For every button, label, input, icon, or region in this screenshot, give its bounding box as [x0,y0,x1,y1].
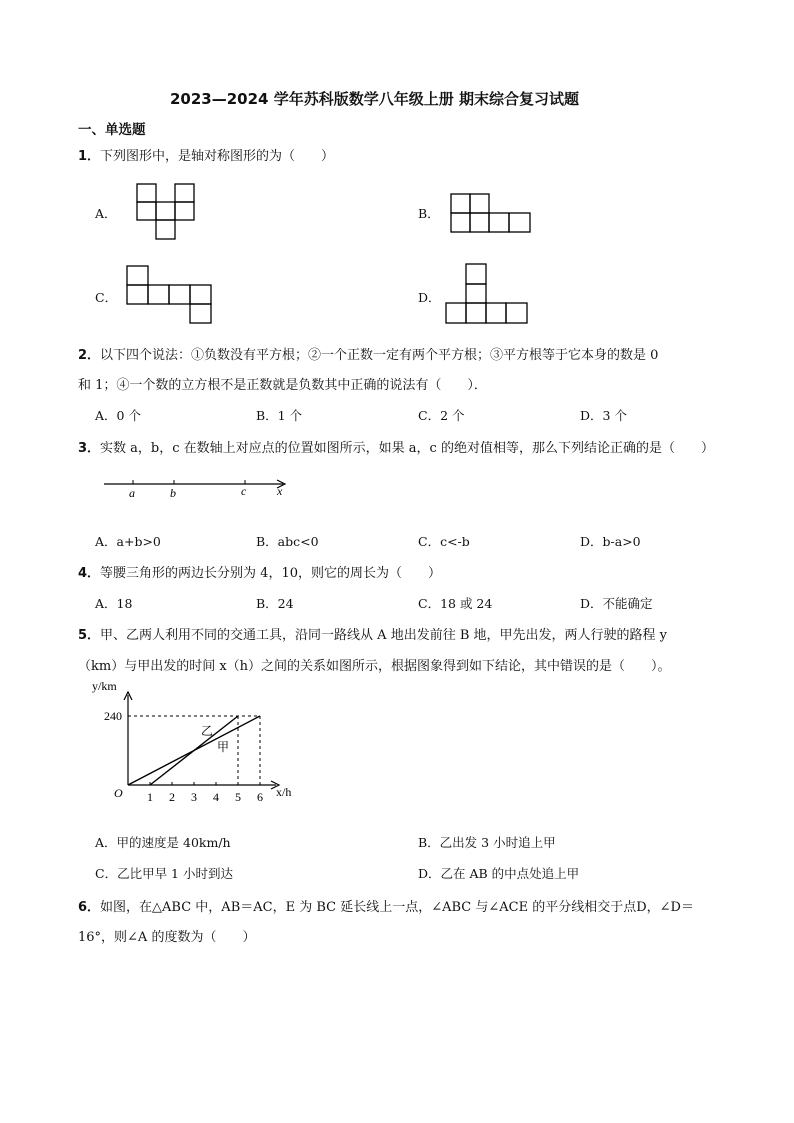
q4-option-a: A．18 [95,596,133,611]
question-text: 实数 a，b，c 在数轴上对应点的位置如图所示，如果 a，c 的绝对值相等，那么下列结论正确的是（ ） [100,441,714,456]
question-text-line1: 如图，在△ABC 中，AB＝AC，E 为 BC 延长线上一点，∠ABC 与∠ACE 的平分线相交于点D，∠D＝ [100,900,694,915]
question-6-line2: 16°，则∠A 的度数为（ ） [78,930,256,945]
graph-y-tick-240: 240 [104,709,122,723]
q1-option-d-label: D． [418,290,441,305]
graph-label-jia: 甲 [217,740,230,754]
question-number: 3． [78,441,101,456]
q4-option-c: C．18 或 24 [418,596,493,611]
graph-origin: O [114,786,123,800]
graph-x-tick-label: 6 [257,790,263,804]
page-title: 2023—2024 学年苏科版数学八年级上册 期末综合复习试题 [170,90,579,108]
graph-label-yi: 乙 [201,724,214,738]
q3-option-b: B．abc<0 [256,534,319,549]
q3-option-c: C．c<-b [418,534,470,549]
q2-option-c: C．2 个 [418,408,465,423]
question-text: 等腰三角形的两边长分别为 4，10，则它的周长为（ ） [100,566,441,581]
question-text-line1: 以下四个说法：①负数没有平方根；②一个正数一定有两个平方根；③平方根等于它本身的数是 0 [100,348,659,363]
q4-option-b: B．24 [256,596,294,611]
graph-x-tick-label: 2 [169,790,175,804]
question-2-line2: 和 1；④一个数的立方根不是正数就是负数其中正确的说法有（ ）． [78,378,487,393]
q3-option-d: D．b-a>0 [580,534,641,549]
label-x: x [277,484,283,498]
label-a: a [129,486,135,500]
q5-option-d: D．乙在 AB 的中点处追上甲 [418,866,580,881]
question-6 [78,896,694,915]
graph-x-tick-label: 4 [213,790,219,804]
label-b: b [170,486,176,500]
q2-option-d: D．3 个 [580,408,627,423]
question-number: 6． [78,900,101,915]
question-number: 4． [78,566,101,581]
graph-xlabel: x/h [276,785,292,799]
q2-option-a: A．0 个 [95,408,141,423]
graph-x-tick-label: 1 [147,790,153,804]
section-heading: 一、单选题 [78,122,146,138]
q5-option-a: A．甲的速度是 40km/h [95,835,231,850]
q5-option-c: C．乙比甲早 1 小时到达 [95,866,233,881]
q5-option-b: B．乙出发 3 小时追上甲 [418,835,556,850]
q1-option-a-label: A． [95,206,117,221]
q3-option-a: A．a+b>0 [95,534,161,549]
graph-ylabel: y/km [92,679,117,693]
label-c: c [241,484,247,498]
question-text-line1: 甲、乙两人利用不同的交通工具，沿同一路线从 A 地出发前往 B 地，甲先出发，两人行驶的路程 y [100,628,667,643]
q1-option-c-label: C． [95,290,118,305]
q1-option-b-label: B． [418,206,440,221]
graph-x-tick-label: 5 [235,790,241,804]
question-number: 1． [78,149,101,164]
question-number: 5． [78,628,101,643]
question-number: 2． [78,348,101,363]
q2-option-b: B．1 个 [256,408,303,423]
question-text: 下列图形中，是轴对称图形的为（ ） [100,149,335,164]
graph-x-tick-label: 3 [191,790,197,804]
question-5-line2: （km）与甲出发的时间 x（h）之间的关系如图所示，根据图象得到如下结论，其中错误的是（ ）。 [78,659,671,674]
q4-option-d: D．不能确定 [580,596,653,611]
